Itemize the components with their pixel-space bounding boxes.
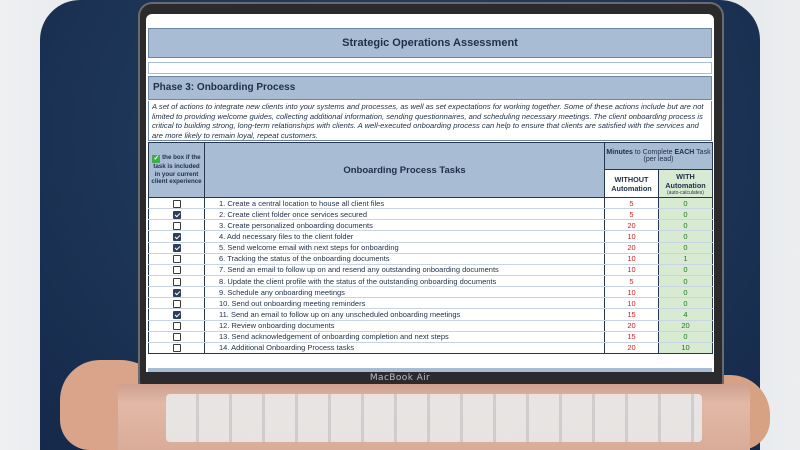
task-label: 11. Send an email to follow up on any unscheduled onboarding meetings — [205, 309, 605, 320]
check-column-header-text: the box if the task is included in your current client experience — [151, 154, 202, 186]
task-checkbox[interactable] — [173, 200, 181, 208]
task-checkbox-cell — [149, 253, 205, 264]
without-automation-minutes[interactable]: 10 — [605, 253, 659, 264]
task-checkbox[interactable] — [173, 333, 181, 341]
table-row — [149, 264, 713, 275]
spacer-row — [148, 62, 712, 74]
task-checkbox[interactable] — [173, 266, 181, 274]
task-checkbox-cell — [149, 309, 205, 320]
without-automation-minutes[interactable]: 15 — [605, 309, 659, 320]
phase-title: Phase 3: Onboarding Process — [148, 76, 712, 100]
task-checkbox[interactable] — [173, 289, 181, 297]
with-automation-minutes: 0 — [659, 209, 713, 220]
task-label: 5. Send welcome email with next steps for onboarding — [205, 242, 605, 253]
task-label: 9. Schedule any onboarding meetings — [205, 287, 605, 298]
task-checkbox[interactable] — [173, 244, 181, 252]
table-row — [149, 275, 713, 286]
with-automation-minutes: 4 — [659, 309, 713, 320]
with-automation-minutes: 0 — [659, 231, 713, 242]
task-checkbox-cell — [149, 331, 205, 342]
task-checkbox-cell — [149, 209, 205, 220]
task-checkbox[interactable] — [173, 211, 181, 219]
table-row — [149, 209, 713, 220]
task-label: 7. Send an email to follow up on and resend any outstanding onboarding documents — [205, 264, 605, 275]
with-automation-minutes: 10 — [659, 342, 713, 353]
task-checkbox[interactable] — [173, 344, 181, 352]
task-checkbox-cell — [149, 264, 205, 275]
minutes-header-post: Task (per lead) — [643, 149, 711, 163]
task-checkbox-cell — [149, 342, 205, 353]
task-checkbox[interactable] — [173, 255, 181, 263]
task-label: 12. Review onboarding documents — [205, 320, 605, 331]
task-label: 10. Send out onboarding meeting reminders — [205, 298, 605, 309]
laptop-screen — [146, 14, 714, 372]
with-automation-minutes: 0 — [659, 298, 713, 309]
check-column-header — [149, 143, 205, 198]
without-automation-minutes[interactable]: 5 — [605, 209, 659, 220]
table-row — [149, 342, 713, 353]
task-label: 6. Tracking the status of the onboarding documents — [205, 253, 605, 264]
task-label: 13. Send acknowledgement of onboarding completion and next steps — [205, 331, 605, 342]
task-label: 4. Add necessary files to the client folder — [205, 231, 605, 242]
table-row — [149, 198, 713, 209]
page-title: Strategic Operations Assessment — [148, 28, 712, 58]
table-row — [149, 331, 713, 342]
bottom-band — [148, 368, 712, 372]
without-automation-minutes[interactable]: 20 — [605, 320, 659, 331]
task-checkbox[interactable] — [173, 300, 181, 308]
with-automation-minutes: 0 — [659, 264, 713, 275]
with-automation-minutes: 0 — [659, 275, 713, 286]
without-automation-minutes[interactable]: 10 — [605, 287, 659, 298]
task-checkbox-cell — [149, 220, 205, 231]
task-checkbox-cell — [149, 231, 205, 242]
without-automation-minutes[interactable]: 20 — [605, 242, 659, 253]
table-row — [149, 242, 713, 253]
minutes-header-mid: to Complete — [632, 149, 675, 156]
without-automation-minutes[interactable]: 20 — [605, 220, 659, 231]
phase-description: A set of actions to integrate new clients into your systems and processes, as well as set expectations for working together. Some of these actions include but are not limited to providing welcome guides, collecting additional information, sending questionnaires, and scheduling necessary meetings. The client onboarding process is critical to building strong, long-term relationships with clients. A well-executed onboarding process can help to ensure that clients are satisfied with the services and are more likely to remain loyal, repeat customers. — [148, 101, 712, 141]
table-row — [149, 309, 713, 320]
table-row — [149, 253, 713, 264]
task-checkbox-cell — [149, 320, 205, 331]
task-label: 1. Create a central location to house all client files — [205, 198, 605, 209]
without-automation-minutes[interactable]: 20 — [605, 342, 659, 353]
task-rows — [149, 198, 713, 354]
green-check-icon: ✓ — [153, 155, 160, 163]
with-automation-minutes: 0 — [659, 331, 713, 342]
task-column-header: Onboarding Process Tasks — [205, 143, 605, 198]
table-row — [149, 220, 713, 231]
with-automation-minutes: 0 — [659, 220, 713, 231]
with-automation-minutes: 0 — [659, 287, 713, 298]
auto-calculates-label: (auto-calculates) — [667, 189, 704, 196]
task-checkbox[interactable] — [173, 233, 181, 241]
laptop-brand-label: MacBook Air — [369, 373, 431, 383]
table-row — [149, 320, 713, 331]
without-automation-minutes[interactable]: 10 — [605, 264, 659, 275]
task-label: 3. Create personalized onboarding documents — [205, 220, 605, 231]
with-automation-minutes: 0 — [659, 198, 713, 209]
table-row — [149, 298, 713, 309]
task-label: 2. Create client folder once services secured — [205, 209, 605, 220]
with-automation-minutes: 0 — [659, 242, 713, 253]
task-checkbox[interactable] — [173, 322, 181, 330]
task-checkbox-cell — [149, 242, 205, 253]
task-checkbox-cell — [149, 275, 205, 286]
task-label: 8. Update the client profile with the status of the outstanding onboarding documents — [205, 275, 605, 286]
minutes-header-each: EACH — [674, 149, 695, 156]
onboarding-tasks-table — [148, 142, 713, 354]
without-automation-minutes[interactable]: 5 — [605, 198, 659, 209]
without-automation-minutes[interactable]: 10 — [605, 231, 659, 242]
task-label: 14. Additional Onboarding Process tasks — [205, 342, 605, 353]
with-automation-header — [659, 170, 713, 198]
task-checkbox[interactable] — [173, 311, 181, 319]
with-automation-label: WITH Automation — [665, 171, 706, 190]
table-row — [149, 231, 713, 242]
without-automation-header: WITHOUT Automation — [605, 170, 659, 198]
without-automation-minutes[interactable]: 15 — [605, 331, 659, 342]
minutes-header-word: Minutes — [606, 149, 633, 156]
without-automation-minutes[interactable]: 5 — [605, 275, 659, 286]
minutes-column-header — [605, 143, 713, 170]
with-automation-minutes: 20 — [659, 320, 713, 331]
laptop-keyboard — [166, 394, 702, 442]
without-automation-minutes[interactable]: 10 — [605, 298, 659, 309]
with-automation-minutes: 1 — [659, 253, 713, 264]
task-checkbox-cell — [149, 287, 205, 298]
task-checkbox-cell — [149, 198, 205, 209]
task-checkbox[interactable] — [173, 222, 181, 230]
table-row — [149, 287, 713, 298]
task-checkbox-cell — [149, 298, 205, 309]
task-checkbox[interactable] — [173, 278, 181, 286]
